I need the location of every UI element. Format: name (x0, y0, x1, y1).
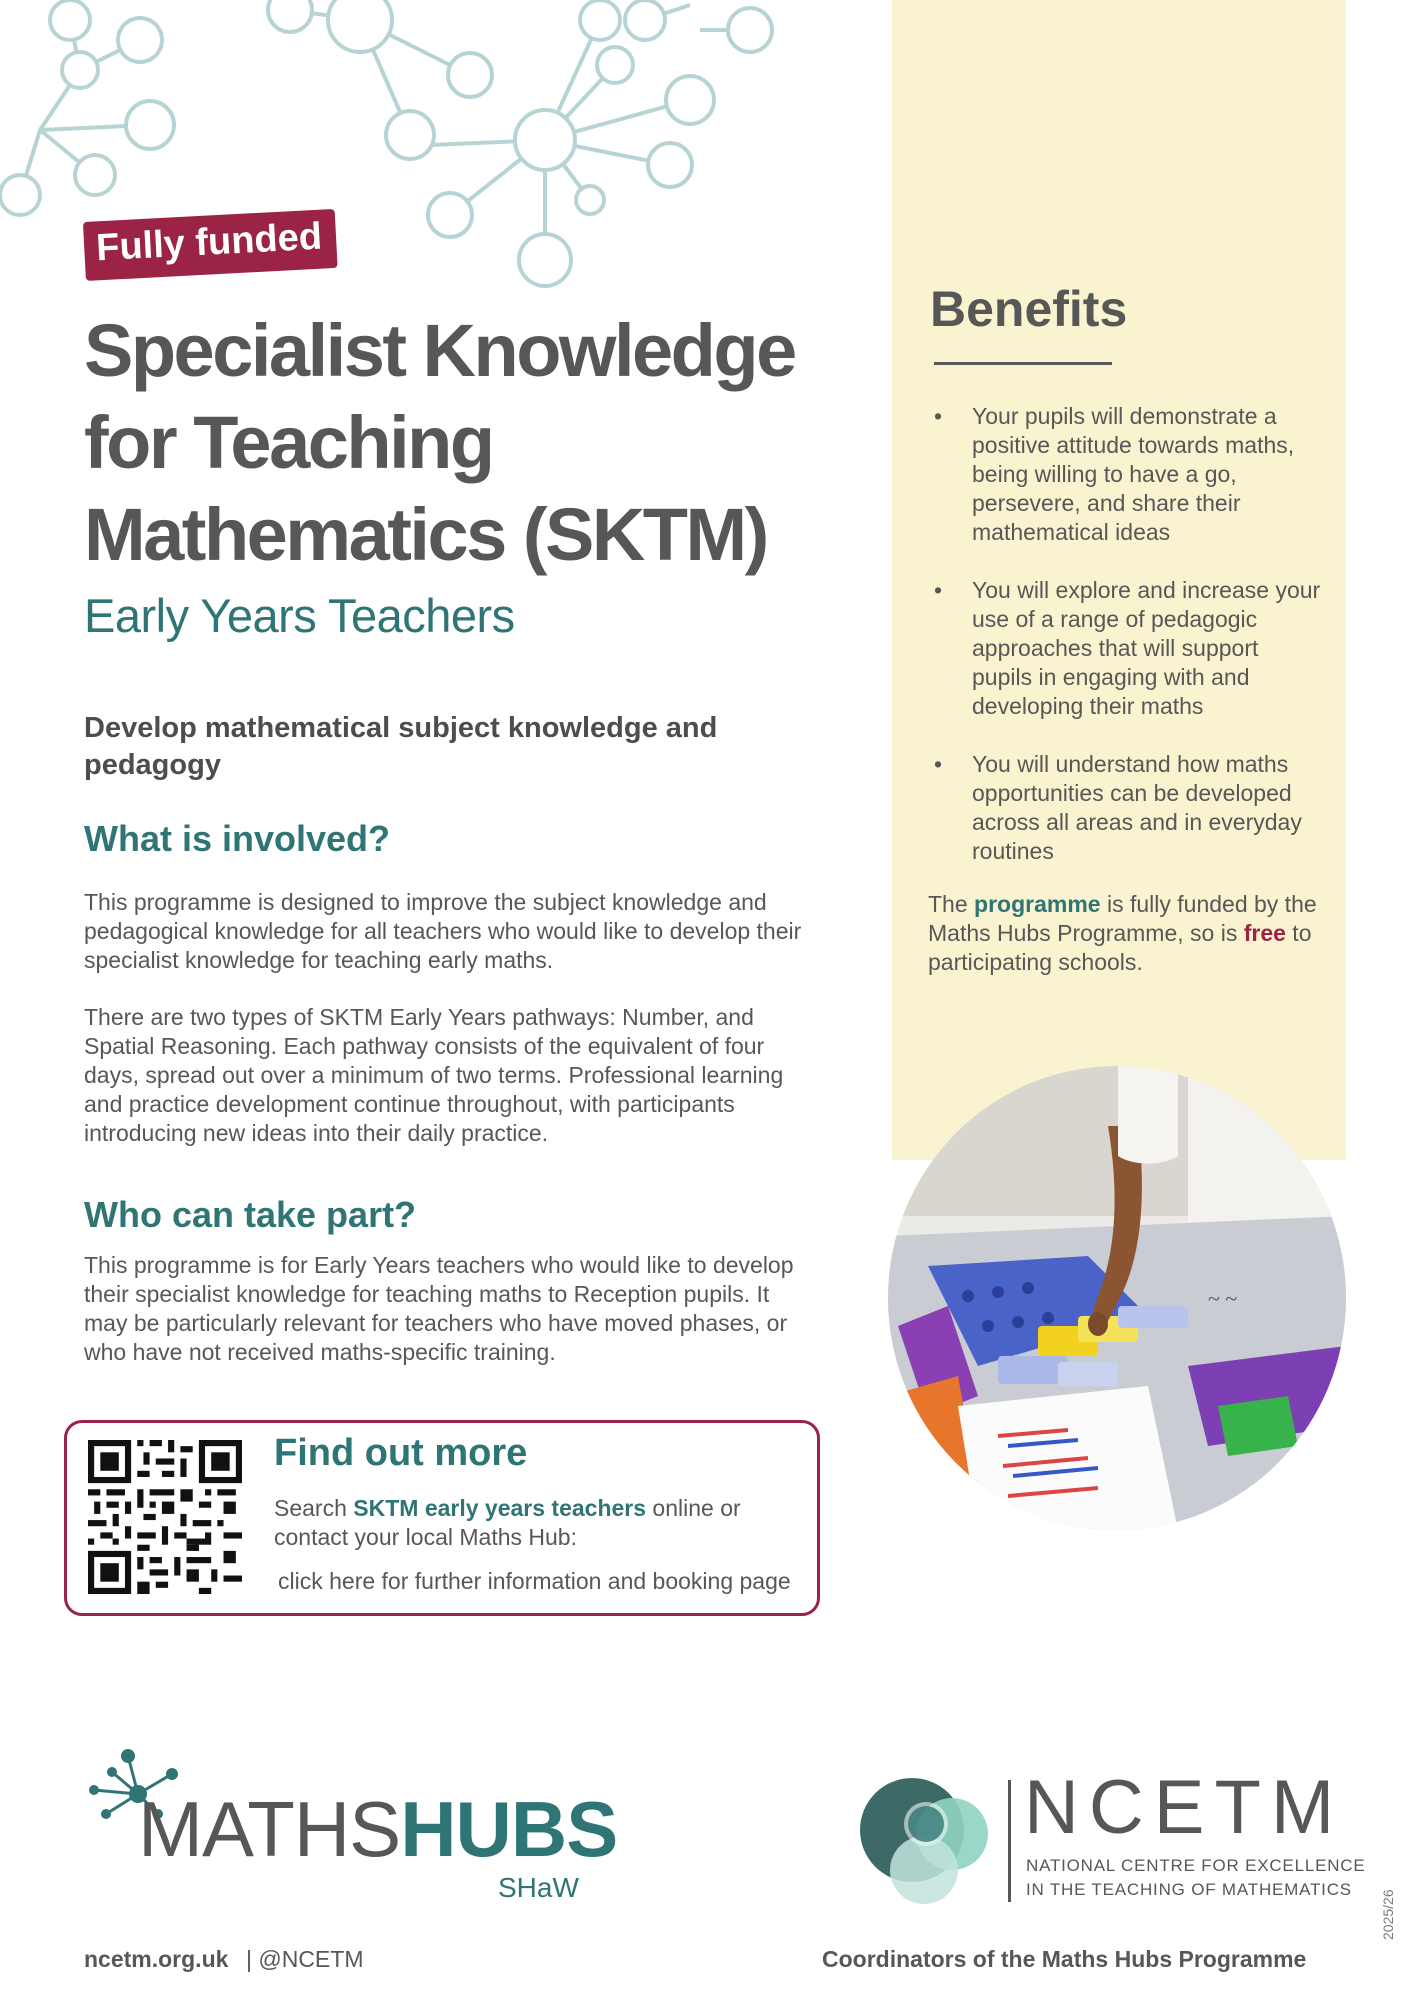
benefit-item (934, 750, 1322, 866)
ncetm-divider (1008, 1780, 1011, 1902)
title-line: Specialist Knowledge (84, 309, 795, 392)
free-text: free (1243, 920, 1286, 946)
page-title (84, 305, 844, 581)
funding-text: The (928, 891, 975, 917)
logo-text-hubs: HUBS (400, 1785, 618, 1873)
logo-text-maths: MATHS (138, 1785, 401, 1873)
bullet-icon: • (934, 403, 943, 429)
ncetm-full-name-line: NATIONAL CENTRE FOR EXCELLENCE (1026, 1856, 1366, 1875)
find-text: online or contact your local Maths Hub: (274, 1495, 741, 1550)
bullet-icon: • (934, 751, 943, 777)
qr-code-icon[interactable] (88, 1440, 242, 1594)
website-link[interactable]: ncetm.org.uk (84, 1946, 229, 1972)
social-handle[interactable]: | @NCETM (246, 1946, 364, 1972)
find-out-more-text (274, 1494, 794, 1552)
title-line: Mathematics (SKTM) (84, 493, 767, 576)
ncetm-full-name-line: IN THE TEACHING OF MATHEMATICS (1026, 1880, 1352, 1899)
benefit-text: Your pupils will demonstrate a positive attitude towards maths, being willing to have a go, persevere, and share their mathematical ideas (972, 403, 1295, 545)
year-label: 2025/26 (1380, 1889, 1396, 1940)
classroom-photo (888, 1066, 1346, 1530)
section-paragraph: This programme is for Early Years teachers who would like to develop their specialist knowledge for teaching maths to Reception pupils. It may be particularly relevant for teachers who have moved phases, or who have not received maths-specific training. (84, 1252, 794, 1365)
funding-note (928, 890, 1328, 977)
funding-text: to participating schools. (928, 920, 1312, 975)
section-heading-involved: What is involved? (84, 818, 391, 859)
section-paragraph: There are two types of SKTM Early Years pathways: Number, and Spatial Reasoning. Each pathway consists of the equivalent of four days, spread out over a minimum of two terms. Professional learning and practice development continue throughout, with participants introducing new ideas into their daily practice. (84, 1004, 784, 1146)
maths-hubs-logo (138, 1785, 618, 1873)
benefit-item (934, 402, 1322, 547)
page-subtitle: Early Years Teachers (84, 589, 515, 642)
booking-link[interactable]: click here for further information and booking page (278, 1568, 791, 1594)
programme-link[interactable]: programme (974, 891, 1101, 917)
bullet-icon: • (934, 577, 943, 603)
find-out-more-title: Find out more (274, 1432, 528, 1474)
fully-funded-badge: Fully funded (83, 209, 338, 281)
funding-text: is fully funded by the Maths Hubs Programme, so is (928, 891, 1317, 946)
search-term: SKTM early years teachers (353, 1495, 647, 1521)
hub-name: SHaW (498, 1872, 579, 1903)
benefits-divider (934, 362, 1112, 365)
benefit-text: You will explore and increase your use of a range of pedagogic approaches that will support pupils in engaging with and developing their maths (972, 577, 1321, 719)
svg-text:~ ~: ~ ~ (1208, 1286, 1238, 1311)
section-heading-take-part: Who can take part? (84, 1194, 417, 1235)
ncetm-circles-icon (852, 1770, 992, 1910)
title-line: for Teaching (84, 401, 493, 484)
benefits-title: Benefits (930, 281, 1128, 337)
coordinators-text: Coordinators of the Maths Hubs Programme (822, 1946, 1307, 1972)
lead-text: Develop mathematical subject knowledge and pedagogy (84, 712, 718, 781)
ncetm-logo: NCETM (1024, 1765, 1345, 1850)
benefit-item (934, 576, 1322, 721)
section-paragraph: This programme is designed to improve the subject knowledge and pedagogical knowledge for all teachers who would like to develop their specialist knowledge for teaching early maths. (84, 889, 802, 973)
find-text: Search (274, 1495, 354, 1521)
benefit-text: You will understand how maths opportunities can be developed across all areas and in everyday routines (972, 751, 1302, 864)
